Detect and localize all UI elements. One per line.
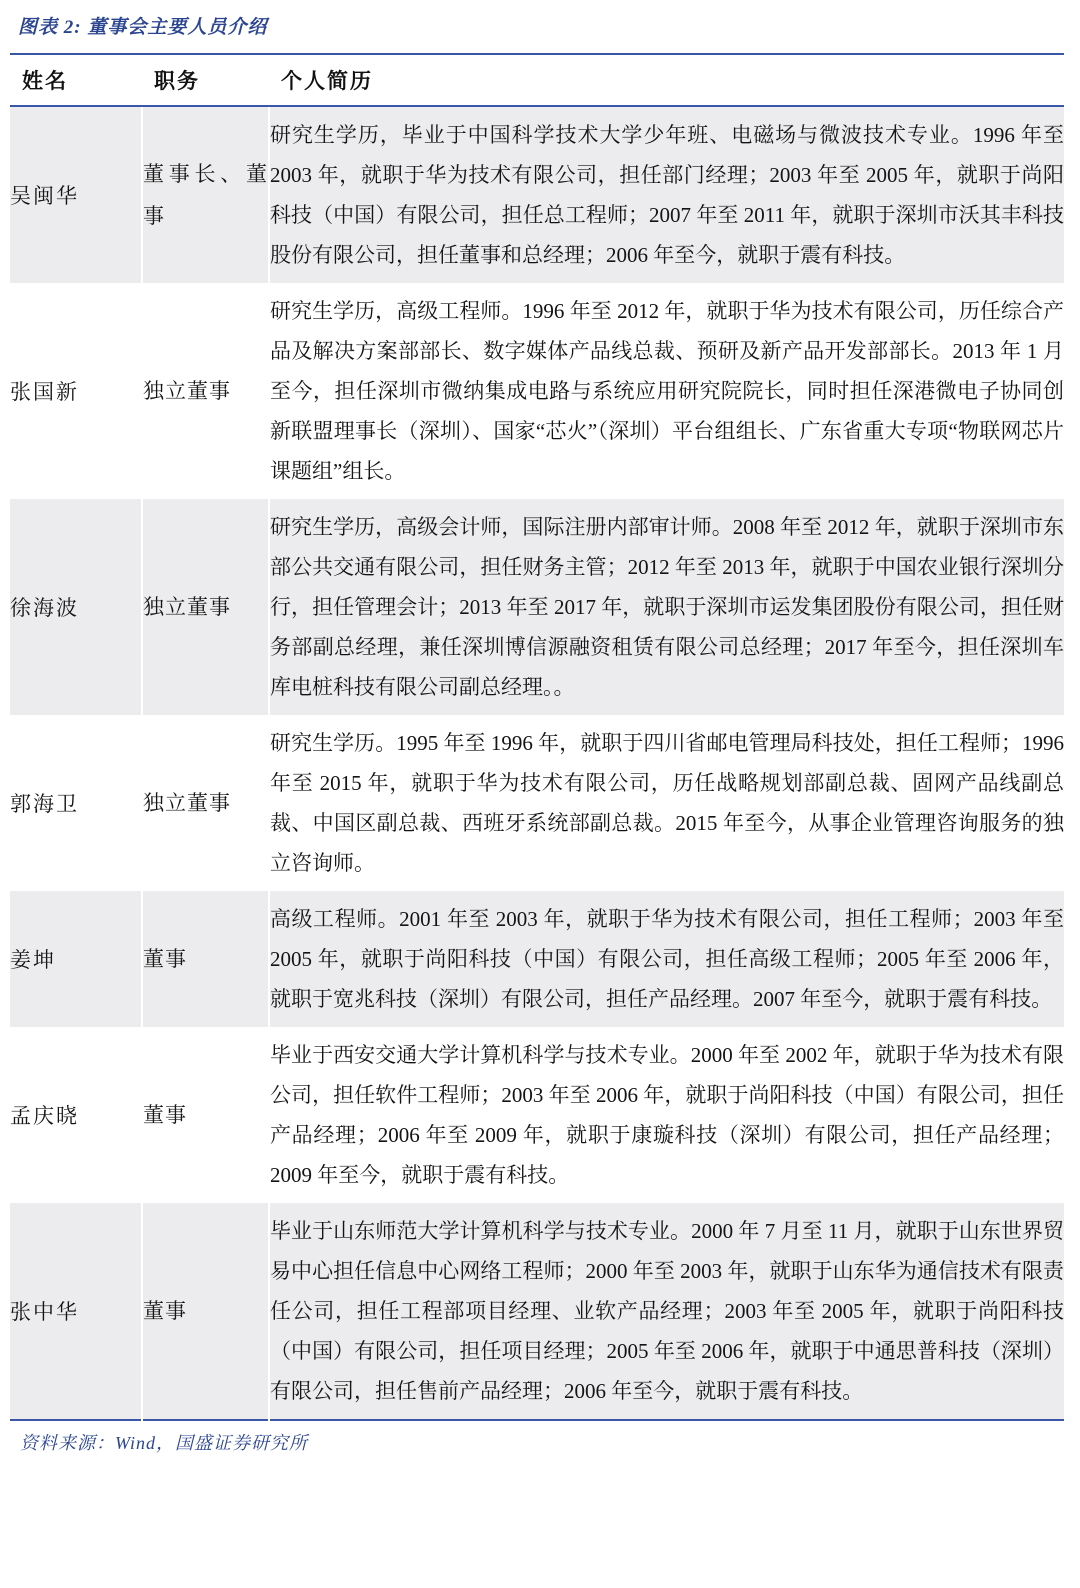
table-row bbox=[10, 499, 1064, 715]
member-name: 姜坤 bbox=[10, 948, 56, 972]
table-row bbox=[10, 1027, 1064, 1203]
member-bio: 研究生学历，高级工程师。1996 年至 2012 年，就职于华为技术有限公司，历任综合产品及解决方案部部长、数字媒体产品线总裁、预研及新产品开发部部长。2013 年 1 月至今，担任深圳市微纳集成电路与系统应用研究院院长，同时担任深港微电子协同创新联盟理事长（深圳）、国家“芯火”（深圳）平台组组长、广东省重大专项“物联网芯片课题组”组长。 bbox=[269, 283, 1064, 499]
member-name: 张中华 bbox=[10, 1300, 79, 1324]
member-name: 徐海波 bbox=[10, 596, 79, 620]
table-row bbox=[10, 891, 1064, 1027]
column-header-position: 职务 bbox=[142, 54, 269, 106]
member-position: 董事长、董事 bbox=[142, 106, 269, 283]
table-row bbox=[10, 106, 1064, 283]
member-bio: 研究生学历，毕业于中国科学技术大学少年班、电磁场与微波技术专业。1996 年至 2003 年，就职于华为技术有限公司，担任部门经理；2003 年至 2005 年，就职于尚阳科技（中国）有限公司，担任总工程师；2007 年至 2011 年，就职于深圳市沃其丰科技股份有限公司，担任董事和总经理；2006 年至今，就职于震有科技。 bbox=[269, 106, 1064, 283]
member-position: 独立董事 bbox=[142, 499, 269, 715]
table-row bbox=[10, 715, 1064, 891]
member-position: 独立董事 bbox=[142, 715, 269, 891]
member-position: 董事 bbox=[142, 891, 269, 1027]
table-row bbox=[10, 1203, 1064, 1420]
member-position: 董事 bbox=[142, 1203, 269, 1420]
member-position: 董事 bbox=[142, 1027, 269, 1203]
table-header-row bbox=[10, 54, 1064, 106]
member-name: 张国新 bbox=[10, 380, 79, 404]
board-members-table bbox=[10, 53, 1064, 1421]
member-bio: 研究生学历。1995 年至 1996 年，就职于四川省邮电管理局科技处，担任工程师；1996 年至 2015 年，就职于华为技术有限公司，历任战略规划部副总裁、固网产品线副总裁、中国区副总裁、西班牙系统部副总裁。2015 年至今，从事企业管理咨询服务的独立咨询师。 bbox=[269, 715, 1064, 891]
member-bio: 研究生学历，高级会计师，国际注册内部审计师。2008 年至 2012 年，就职于深圳市东部公共交通有限公司，担任财务主管；2012 年至 2013 年，就职于中国农业银行深圳分行，担任管理会计；2013 年至 2017 年，就职于深圳市运发集团股份有限公司，担任财务部副总经理，兼任深圳博信源融资租赁有限公司总经理；2017 年至今，担任深圳车库电桩科技有限公司副总经理。。 bbox=[269, 499, 1064, 715]
member-position: 独立董事 bbox=[142, 283, 269, 499]
source-note: 资料来源：Wind，国盛证券研究所 bbox=[20, 1433, 309, 1453]
column-header-name: 姓名 bbox=[10, 54, 142, 106]
member-bio: 高级工程师。2001 年至 2003 年，就职于华为技术有限公司，担任工程师；2003 年至 2005 年，就职于尚阳科技（中国）有限公司，担任高级工程师；2005 年至 2006 年，就职于宽兆科技（深圳）有限公司，担任产品经理。2007 年至今，就职于震有科技。 bbox=[269, 891, 1064, 1027]
table-row bbox=[10, 283, 1064, 499]
column-header-bio: 个人简历 bbox=[269, 54, 1064, 106]
member-name: 郭海卫 bbox=[10, 792, 79, 816]
member-bio: 毕业于西安交通大学计算机科学与技术专业。2000 年至 2002 年，就职于华为技术有限公司，担任软件工程师；2003 年至 2006 年，就职于尚阳科技（中国）有限公司，担任产品经理；2006 年至 2009 年，就职于康璇科技（深圳）有限公司，担任产品经理；2009 年至今，就职于震有科技。 bbox=[269, 1027, 1064, 1203]
member-bio: 毕业于山东师范大学计算机科学与技术专业。2000 年 7 月至 11 月，就职于山东世界贸易中心担任信息中心网络工程师；2000 年至 2003 年，就职于山东华为通信技术有限责任公司，担任工程部项目经理、业软产品经理；2003 年至 2005 年，就职于尚阳科技（中国）有限公司，担任项目经理；2005 年至 2006 年，就职于中通思普科技（深圳）有限公司，担任售前产品经理；2006 年至今，就职于震有科技。 bbox=[269, 1203, 1064, 1420]
figure-title: 图表 2: 董事会主要人员介绍 bbox=[18, 17, 268, 38]
member-name: 吴闽华 bbox=[10, 184, 79, 208]
member-name: 孟庆晓 bbox=[10, 1104, 79, 1128]
